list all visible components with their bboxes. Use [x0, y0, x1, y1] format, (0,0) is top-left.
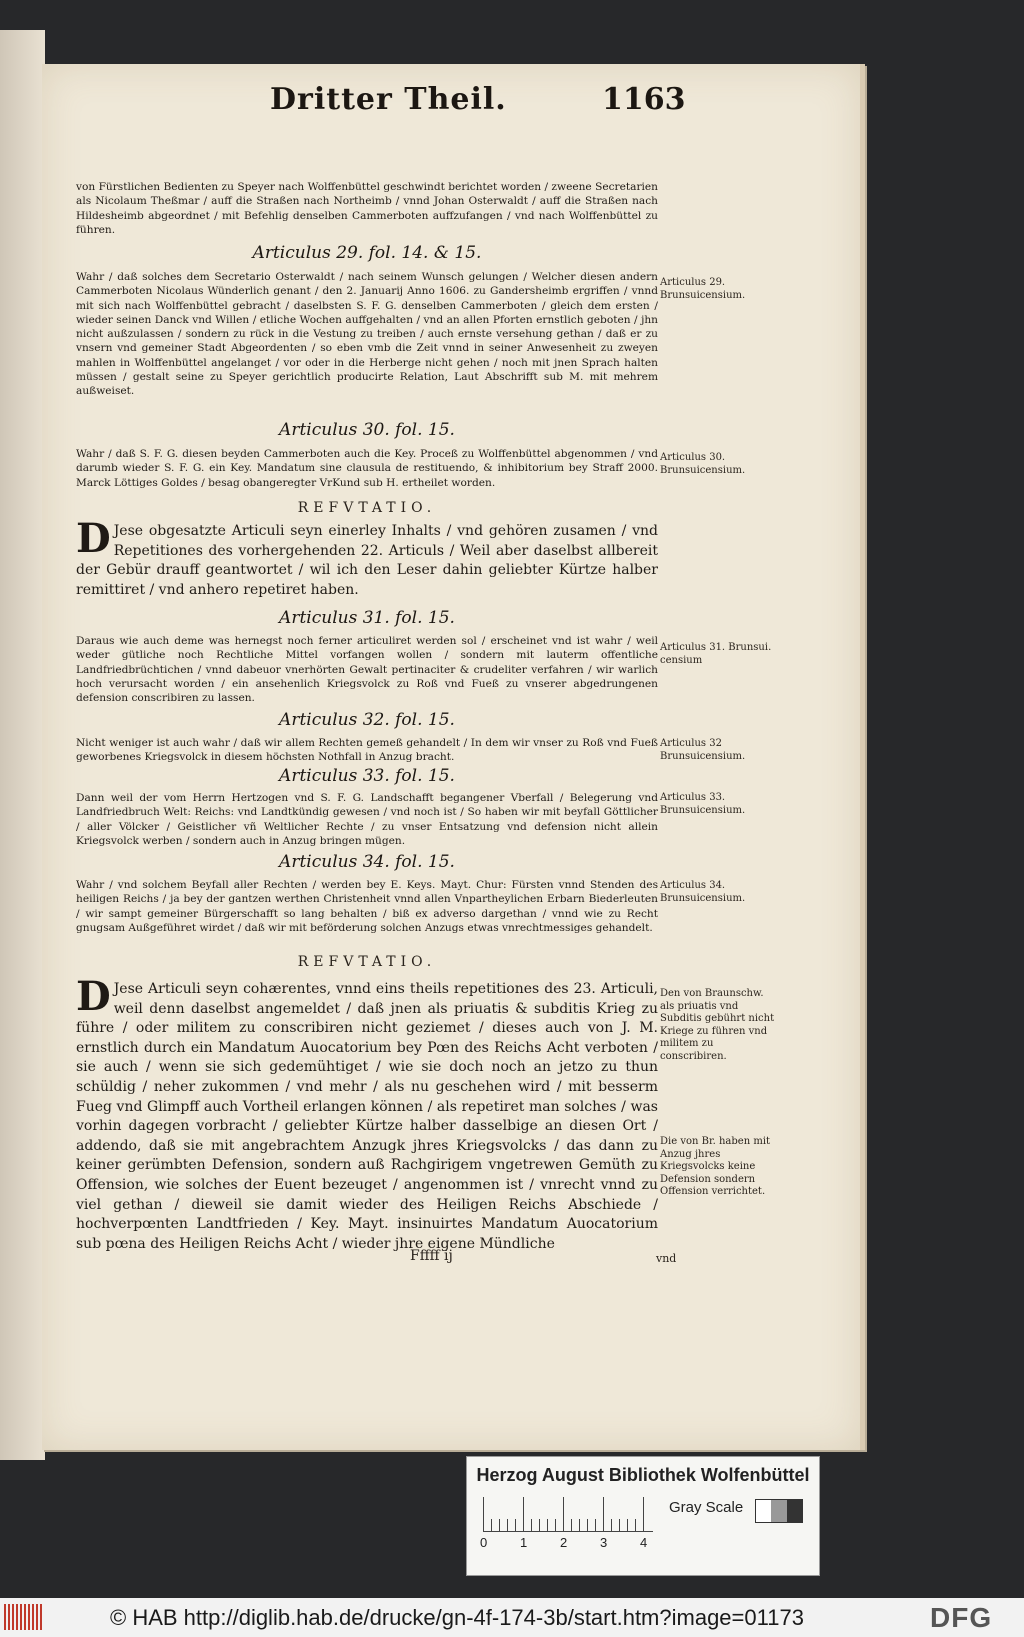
- article-29-heading: Articulus 29. fol. 14. & 15.: [252, 243, 482, 263]
- article-33-text: Dann weil der vom Herrn Hertzogen vnd S. F. G. Landschafft begangener Vberfall / Belegerung vnd Landfriedbruch Welt: Reichs: vnd Landtkündig gewesen / vnd noch ist / So haben wir mit beyfall Göttlicher / aller Völcker / Geistlicher vñ Weltlicher Rechte / zu vnser Entsatzung vnd defension nicht allein Kriegsvolck werben / sondern auch in Anzug bringen mügen.: [76, 792, 658, 847]
- refutatio-heading-1: REFVTATIO.: [297, 500, 437, 516]
- catchword: vnd: [656, 1252, 677, 1265]
- library-name: Herzog August Bibliothek Wolfenbüttel: [476, 1465, 810, 1485]
- page-number: 1163: [602, 82, 686, 117]
- gray-scale-label: Gray Scale: [669, 1499, 744, 1516]
- article-32-text: Nicht weniger ist auch wahr / daß wir allem Rechten gemeß gehandelt / In dem wir vnser zu Roß vnd Fueß geworbenes Kriegsvolck in diesem höchsten Nothfall in Anzug bracht.: [76, 737, 658, 764]
- article-30-heading: Articulus 30. fol. 15.: [279, 420, 455, 440]
- refutatio-2-text: D Jese Articuli seyn cohærentes, vnnd eins theils repetitiones des 23. Articuli, weil denn daselbst angemeldet / daß jnen als priuatis & subditis Krieg zu führe / oder militem zu conscribiren nicht geziemet / dieses auch von J. M. ernstlich durch ein Mandatum Auocatorium bey Pœn des Reichs Acht verboten / sie auch / wenn sie sich gedemühtiget / wie sie doch noch an jetzo zu thun schüldig / neher zukommen / vnd mehr / als nu geschehen wird / mit besserm Fueg vnd Glimpff auch Vortheil erlangen können / als repetiret man solches / was vorhin dagegen vorbracht / geliebter Kürtze halber dasselbige an diesen Ort / addendo, daß sie mit angebrachtem Anzugk jhres Kriegsvolcks / das dann zu keiner gerümbten Defension, sondern auß Rachgirigem vngetrewen Gemüth zu Offension, wie solches der Euent bezeuget / angenommen ist / vnrecht vnnd zu viel gethan / dieweil sie damit wieder des Heiligen Reichs Abschiede / hochverpœnten Landtfrieden / Key. Mayt. insinuirtes Mandatum Auocatorium sub pœna des Heiligen Reichs Acht / wieder jhre eigene Mündliche: [76, 973, 658, 1252]
- article-34-heading: Articulus 34. fol. 15.: [279, 852, 455, 872]
- article-31-text: Daraus wie auch deme was hernegst noch ferner articuliret werden sol / erscheinet vnd ist wahr / weil weder gütliche noch Rechtliche Mittel vorfangen wollen / sondern mit lauterm offentliche Landfriedbrüchtichen / vnnd dabeuor vnerhörten Gewalt pertinaciter & crudeliter verfahren / wir warlich hoch verursacht worden / ein ansehenlich Kriegsvolck zu Roß vnd Fueß zu vnserer abgedrungenen defension conscribiren zu lassen.: [76, 635, 658, 705]
- hab-logo-icon: [4, 1604, 44, 1630]
- margin-note-offension: Die von Br. haben mit Anzug jhres Kriegsvolcks keine Defension sondern Offension verrichtet.: [660, 1136, 771, 1197]
- article-31-heading: Articulus 31. fol. 15.: [279, 608, 455, 628]
- margin-note-33: Articulus 33. Brunsuicensium.: [660, 792, 746, 816]
- article-29-text: Wahr / daß solches dem Secretario Osterwaldt / nach seinem Wunsch gelungen / Welcher diesen andern Cammerboten Nicolaus Wünderlich genant / den 2. Januarij Anno 1606. zu Gandersheimb ergriffen / vnnd mit sich nach Wolffenbüttel gebracht / daselbsten S. F. G. denselben Cammerboten / gleich dem ersten / wieder seinen Danck vnd Willen / etliche Wochen auffgehalten / vnd an allen Pforten ernstlich geboten / jhn nicht außzulassen / sondern zu rück in die Vestung zu treiben / auch ernste versehung gethan / daß er zu vnsern vnd gemeiner Stadt Abgeordenten / so eben vmb die Zeit vnnd in seiner Anwesenheit zu zweyen mahlen in Wolffenbüttel angelanget / vor oder in die Herberge nicht gehen / noch mit jnen Sprach halten müssen / gestalt seine zu Speyer gerichtlich producirte Relation, Laut Abschrifft sub M. mit mehrem außweiset.: [76, 271, 658, 398]
- drop-cap: D: [76, 973, 111, 1020]
- drop-cap: D: [76, 515, 111, 562]
- margin-note-31: Articulus 31. Brunsui. censium: [660, 642, 772, 666]
- running-title: Dritter Theil.: [270, 82, 507, 117]
- refutatio-1-text: D Jese obgesatzte Articuli seyn einerley Inhalts / vnd gehören zusamen / vnd Repetitiones des vorhergehenden 22. Articuls / Weil aber daselbst allbereit der Gebür drauff geantwortet / wil ich den Leser dahin geliebter Kürtze halber remittiret / vnd anhero repetiret haben.: [76, 515, 658, 598]
- scale-ruler: [483, 1497, 653, 1532]
- margin-note-30: Articulus 30. Brunsuicensium.: [660, 452, 746, 476]
- gray-scale-patches: [755, 1499, 803, 1523]
- dfg-logo: DFG: [930, 1602, 993, 1633]
- library-color-card: Herzog August Bibliothek Wolfenbüttel 0 1 2 3 4 Gray Scale: [466, 1456, 820, 1576]
- margin-note-29: Articulus 29. Brunsuicensium.: [660, 277, 746, 301]
- article-30-text: Wahr / daß S. F. G. diesen beyden Cammerboten auch die Key. Proceß zu Wolffenbüttel abgenommen / vnd darumb wieder S. F. G. ein Key. Mandatum sine clausula de restituendo, & inhibitorium bey Straff 2000. Marck Löttiges Goldes / besag obangeregter VrKund sub H. ertheilet worden.: [76, 448, 658, 489]
- facing-page-edge: [0, 30, 45, 1460]
- article-33-heading: Articulus 33. fol. 15.: [279, 766, 455, 786]
- article-32-heading: Articulus 32. fol. 15.: [279, 710, 455, 730]
- viewer-footer: [0, 1598, 1024, 1637]
- refutatio-heading-2: REFVTATIO.: [297, 954, 437, 970]
- margin-note-32: Articulus 32 Brunsuicensium.: [660, 738, 746, 762]
- article-34-text: Wahr / vnd solchem Beyfall aller Rechten / werden bey E. Keys. Mayt. Chur: Fürsten vnnd Stenden des heiligen Reichs / ja bey der gantzen werthen Christenheit vnnd allen Vnpartheylichen Erbarn Biederleuten / wir sampt gemeiner Bürgerschafft so lang behalten / biß ex adverso dargethan / vnnd wie zu Recht gnugsam Außgeführet wirdet / daß wir mit beförderung solchen Anzugs etwas vnrechtmessiges gehandelt.: [76, 879, 658, 934]
- margin-note-war: Den von Braunschw. als priuatis vnd Subditis gebührt nicht Kriege zu führen vnd militem zu conscribiren.: [660, 988, 775, 1062]
- source-url[interactable]: © HAB http://diglib.hab.de/drucke/gn-4f-174-3b/start.htm?image=01173: [110, 1605, 804, 1630]
- margin-note-34: Articulus 34. Brunsuicensium.: [660, 880, 746, 904]
- intro-paragraph: von Fürstlichen Bedienten zu Speyer nach Wolffenbüttel geschwindt berichtet worden / zweene Secretarien als Nicolaum Theßmar / auff die Straßen nach Northeimb / vnnd Johan Osterwaldt / auff die Straßen nach Hildesheimb abgeordnet / mit Befehlig denselben Cammerboten auffzufangen / vnd nach Wolffenbüttel zu führen.: [76, 181, 658, 236]
- signature-mark: Fffff ij: [410, 1248, 453, 1264]
